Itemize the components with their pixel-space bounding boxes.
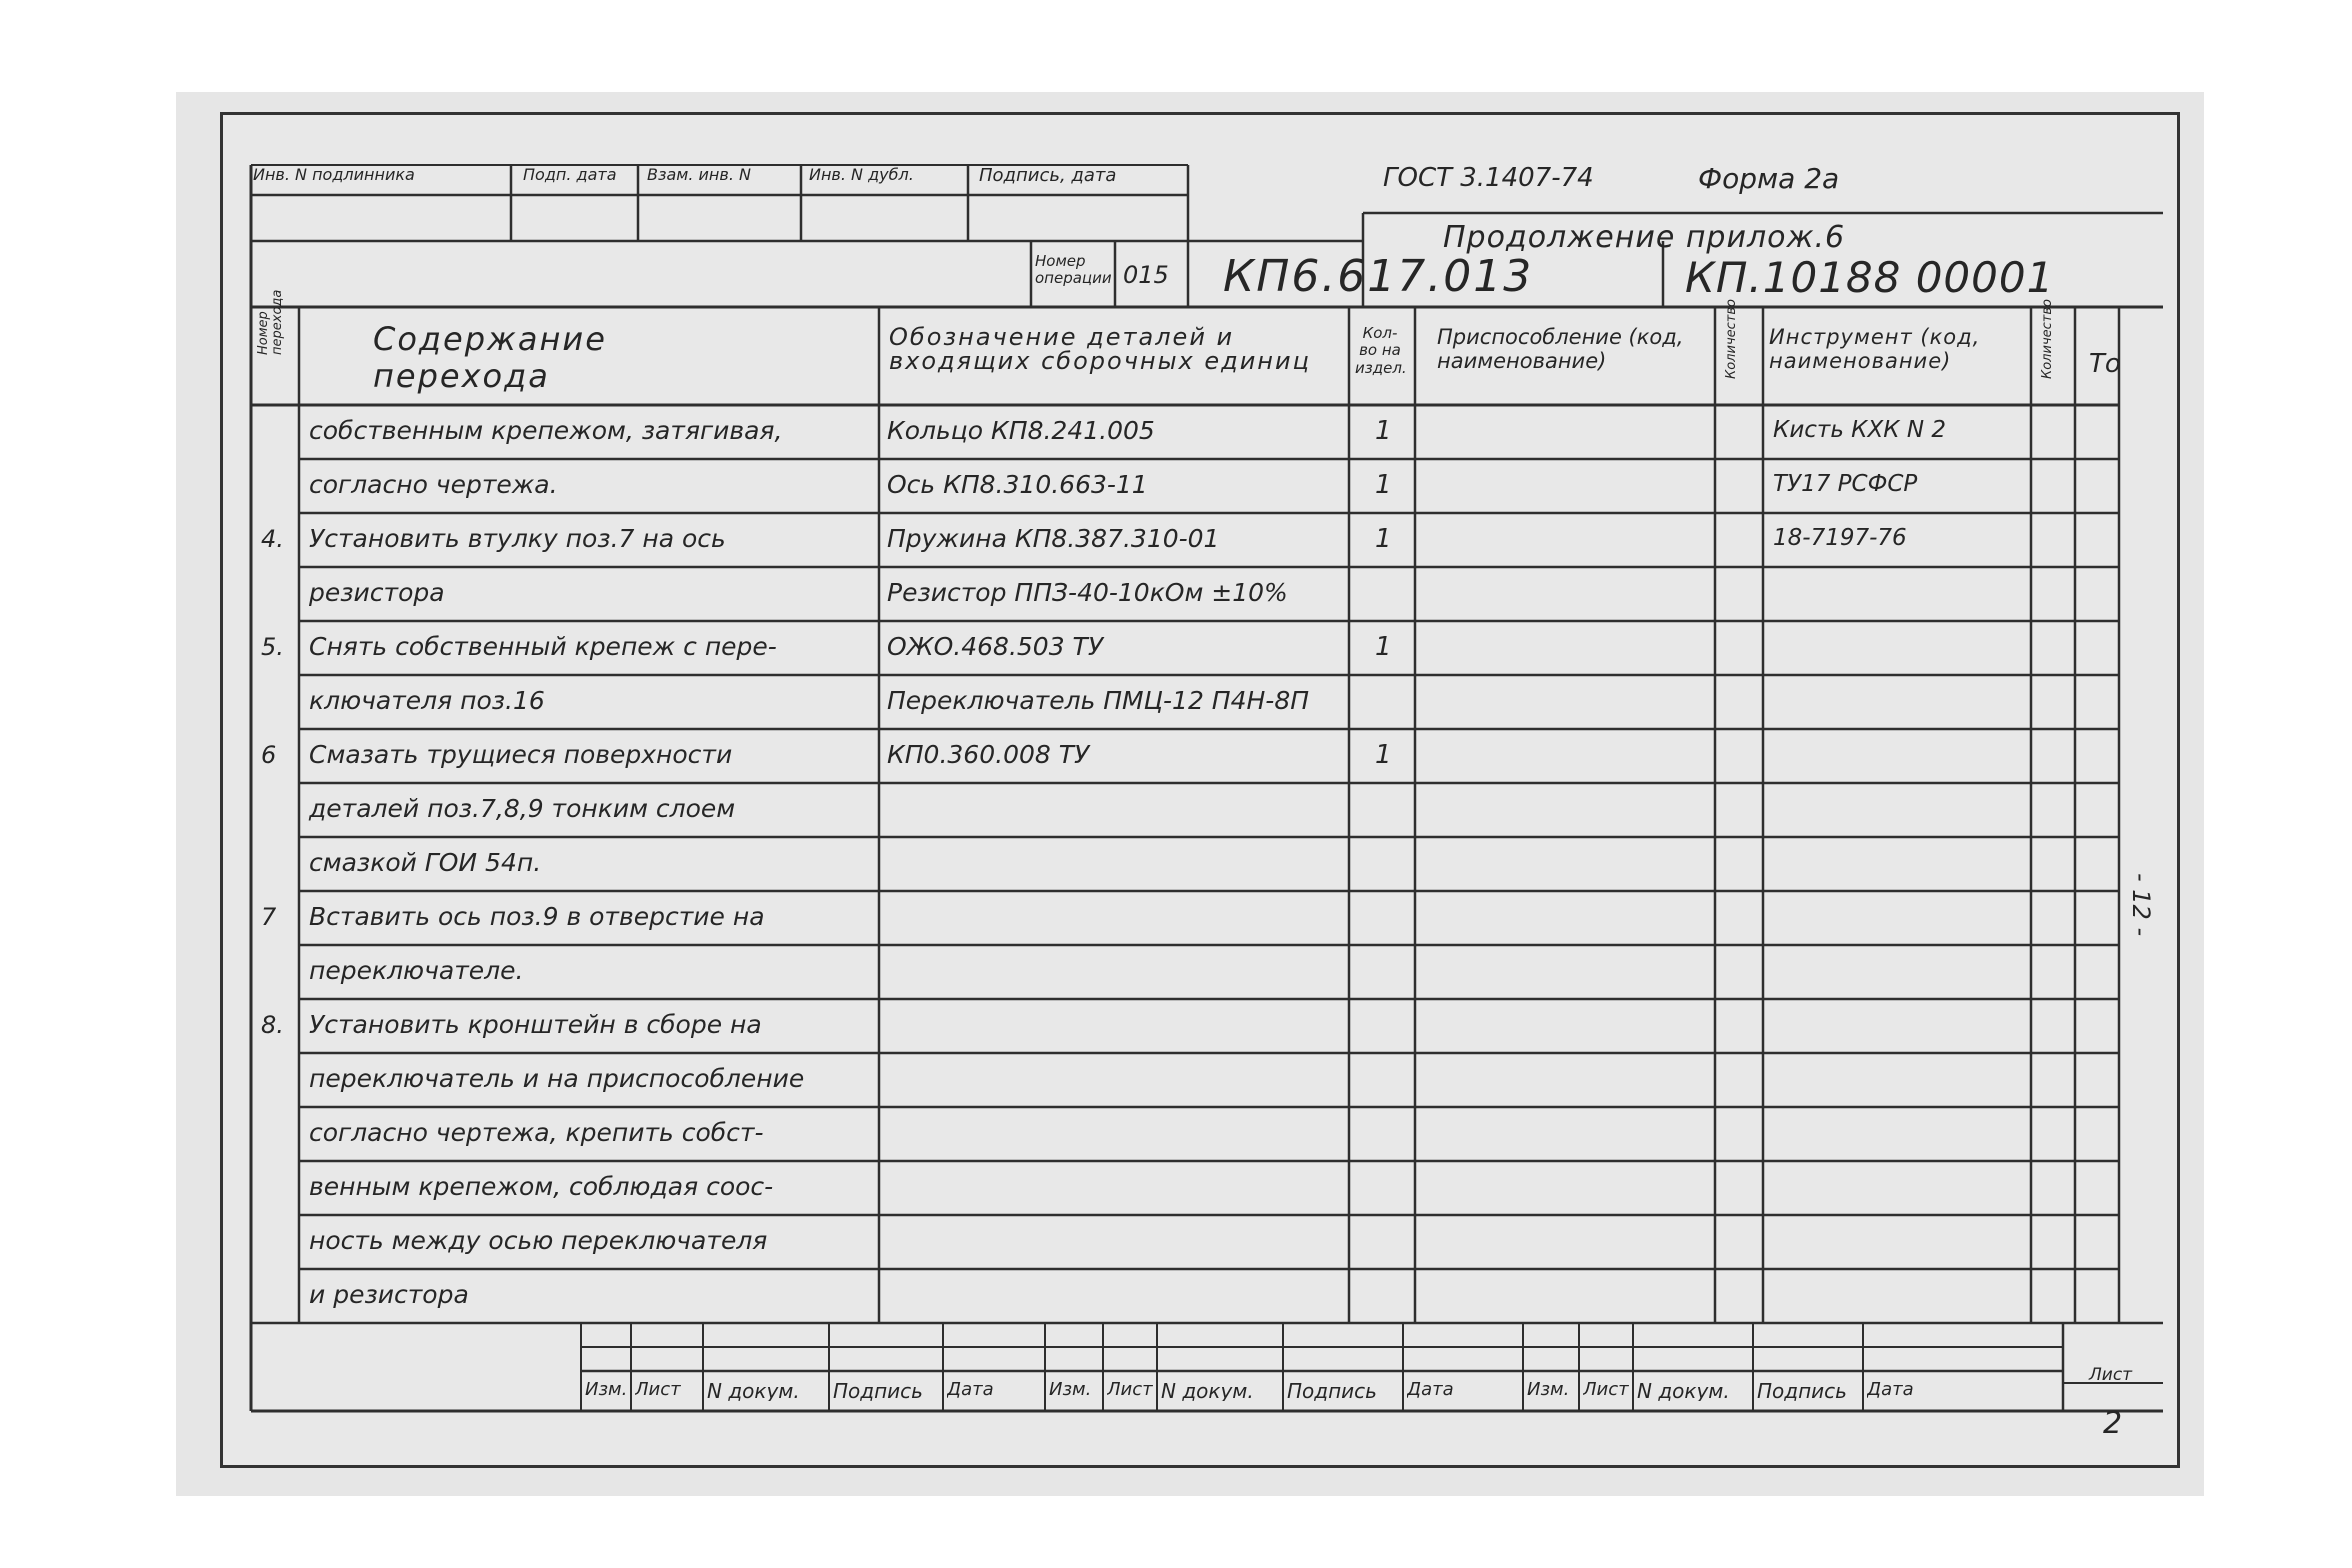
table-row xyxy=(223,1215,2183,1269)
drawing-number: КП6.617.013 xyxy=(1223,251,1534,302)
step-content: и резистора xyxy=(309,1280,469,1310)
part-designation: Резистор ППЗ-40-10кОм ±10% xyxy=(887,578,1288,608)
part-quantity: 1 xyxy=(1375,469,1392,500)
stamp-header-replace-inv: Взам. инв. N xyxy=(647,165,751,184)
part-designation: КП0.360.008 ТУ xyxy=(887,740,1090,770)
revision-label: Лист xyxy=(1107,1381,1153,1399)
revision-label: Дата xyxy=(1407,1381,1454,1399)
step-content: венным крепежом, соблюдая соос- xyxy=(309,1172,774,1202)
table-row xyxy=(223,891,2183,945)
col-header-qty: Кол-во на издел. xyxy=(1355,324,1407,377)
table-row xyxy=(223,405,2183,459)
form-number: Форма 2а xyxy=(1698,162,1840,195)
revision-label: Подпись xyxy=(1287,1381,1377,1401)
step-number: 4. xyxy=(261,524,284,553)
step-content: Установить втулку поз.7 на ось xyxy=(309,524,726,554)
document-number: КП.10188 00001 xyxy=(1685,253,2055,302)
col-header-fixture: Приспособление (код, наименование) xyxy=(1437,325,1684,374)
step-content: собственным крепежом, затягивая, xyxy=(309,416,783,446)
revision-label: N докум. xyxy=(1637,1381,1730,1401)
page-number: - 12 - xyxy=(2127,873,2155,937)
col-header-content: Содержание перехода xyxy=(373,320,607,395)
col-header-tool-qty: Количество xyxy=(2040,299,2055,379)
gost-reference: ГОСТ 3.1407-74 xyxy=(1383,163,1594,193)
tool-designation: Кисть КХК N 2 xyxy=(1773,417,1947,444)
operation-number-label: Номер операции xyxy=(1035,252,1112,288)
tool-designation: ТУ17 РСФСР xyxy=(1773,471,1918,498)
step-content: ключателя поз.16 xyxy=(309,686,545,716)
part-quantity: 1 xyxy=(1375,523,1392,554)
step-number: 5. xyxy=(261,632,284,661)
table-row xyxy=(223,837,2183,891)
table-row xyxy=(223,1107,2183,1161)
step-number: 6 xyxy=(261,740,277,769)
step-content: Установить кронштейн в сборе на xyxy=(309,1010,762,1040)
step-content: смазкой ГОИ 54п. xyxy=(309,848,542,878)
col-header-fixture-qty: Количество xyxy=(1724,299,1739,379)
part-designation: Кольцо КП8.241.005 xyxy=(887,416,1155,446)
revision-label: N докум. xyxy=(1161,1381,1254,1401)
table-row xyxy=(223,729,2183,783)
step-content: ность между осью переключателя xyxy=(309,1226,768,1256)
step-content: деталей поз.7,8,9 тонким слоем xyxy=(309,794,736,824)
table-row xyxy=(223,621,2183,675)
part-quantity: 1 xyxy=(1375,631,1392,662)
revision-label: Подпись xyxy=(1757,1381,1847,1401)
table-row xyxy=(223,1053,2183,1107)
revision-label: Изм. xyxy=(585,1381,628,1399)
table-row xyxy=(223,1161,2183,1215)
table-row xyxy=(223,945,2183,999)
revision-label: Лист xyxy=(1583,1381,1629,1399)
document-frame xyxy=(220,112,2180,1468)
stamp-header-sign-date: Подп. дата xyxy=(523,165,617,184)
table-row xyxy=(223,459,2183,513)
stamp-header-dup-inv: Инв. N дубл. xyxy=(809,165,914,184)
part-quantity: 1 xyxy=(1375,739,1392,770)
part-designation: Переключатель ПМЦ-12 П4Н-8П xyxy=(887,686,1310,716)
step-content: Снять собственный крепеж с пере- xyxy=(309,632,777,662)
sheet-label: Лист xyxy=(2089,1365,2133,1385)
stamp-header-inv: Инв. N подлинника xyxy=(253,165,415,184)
table-row xyxy=(223,513,2183,567)
step-content: переключатель и на приспособление xyxy=(309,1064,805,1094)
table-row xyxy=(223,1269,2183,1323)
col-header-to: То xyxy=(2089,349,2121,379)
table-row xyxy=(223,675,2183,729)
tool-designation: 18-7197-76 xyxy=(1773,525,1907,552)
revision-label: Дата xyxy=(1867,1381,1914,1399)
table-row xyxy=(223,567,2183,621)
step-content: Вставить ось поз.9 в отверстие на xyxy=(309,902,765,932)
revision-label: Подпись xyxy=(833,1381,923,1401)
revision-label: N докум. xyxy=(707,1381,800,1401)
col-header-tool: Инструмент (код, наименование) xyxy=(1769,325,1981,374)
part-designation: Ось КП8.310.663-11 xyxy=(887,470,1148,500)
part-quantity: 1 xyxy=(1375,415,1392,446)
step-content: согласно чертежа, крепить собст- xyxy=(309,1118,764,1148)
part-designation: ОЖО.468.503 ТУ xyxy=(887,632,1104,662)
step-number: 8. xyxy=(261,1010,284,1039)
revision-label: Лист xyxy=(635,1381,681,1399)
sheet-number: 2 xyxy=(2103,1406,2123,1441)
col-header-num: Номер перехода xyxy=(256,289,286,355)
step-content: согласно чертежа. xyxy=(309,470,558,500)
revision-label: Изм. xyxy=(1527,1381,1570,1399)
part-designation: Пружина КП8.387.310-01 xyxy=(887,524,1220,554)
step-content: переключателе. xyxy=(309,956,524,986)
revision-label: Дата xyxy=(947,1381,994,1399)
col-header-parts: Обозначение деталей и входящих сборочных единиц xyxy=(889,323,1311,375)
operation-number: 015 xyxy=(1123,261,1169,289)
step-content: Смазать трущиеся поверхности xyxy=(309,740,733,770)
table-row xyxy=(223,999,2183,1053)
stamp-header-signature: Подпись, дата xyxy=(979,165,1117,186)
step-number: 7 xyxy=(261,902,277,931)
step-content: резистора xyxy=(309,578,445,608)
table-row xyxy=(223,783,2183,837)
continuation-title: Продолжение прилож.6 xyxy=(1443,220,1846,255)
revision-label: Изм. xyxy=(1049,1381,1092,1399)
